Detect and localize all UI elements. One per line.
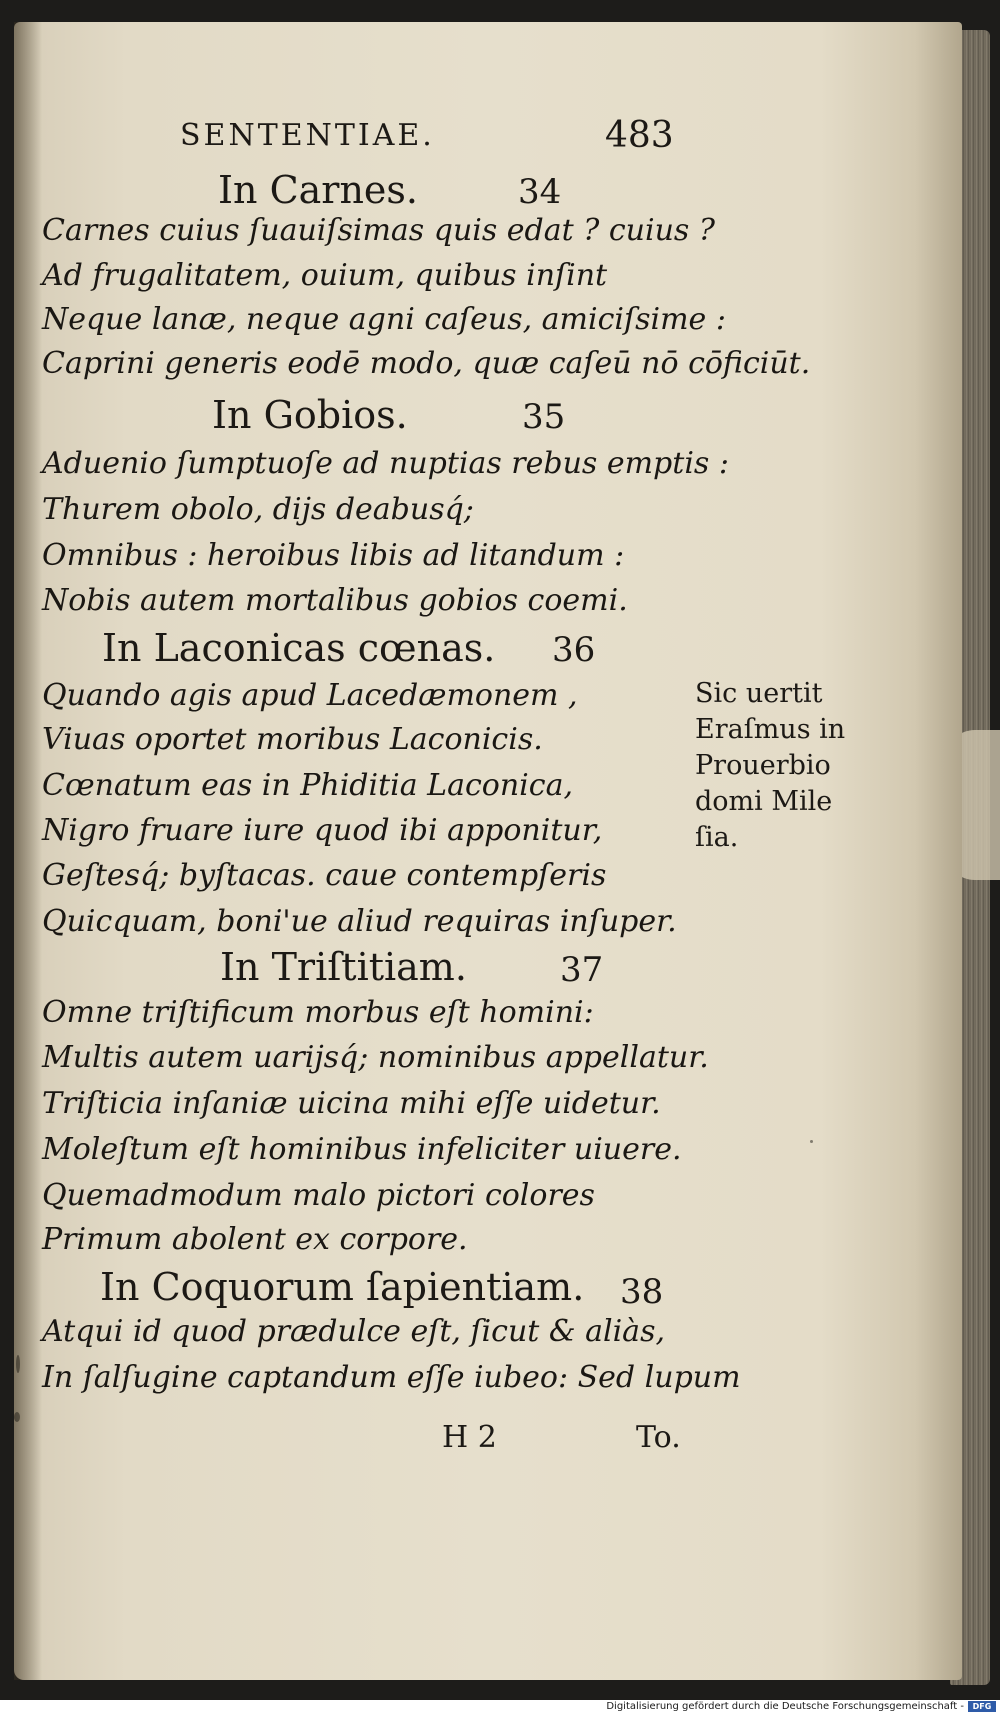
- verse-line: Caprini generis eodē modo, quæ caſeū nō cōficiūt.: [42, 346, 811, 381]
- section-heading: In Gobios.: [212, 393, 408, 437]
- verse-line: Quicquam, boni'ue aliud requiras inſuper.: [42, 904, 677, 939]
- page-number: 483: [605, 115, 674, 156]
- signature-mark: H 2: [442, 1420, 497, 1455]
- section-number: 36: [552, 630, 596, 670]
- dfg-logo: DFG: [968, 1701, 996, 1712]
- marginal-note-line: ſia.: [695, 822, 739, 853]
- verse-line: In ſalſugine captandum eſſe iubeo: Sed lupum: [42, 1360, 741, 1395]
- ink-speck: [16, 1355, 20, 1373]
- ink-speck: [810, 1140, 813, 1143]
- digitization-footer: [0, 1700, 1000, 1713]
- marginal-note-line: Prouerbio: [695, 750, 831, 781]
- marginal-note-line: Eraſmus in: [695, 714, 846, 745]
- verse-line: Thurem obolo, dijs deabusq́;: [42, 492, 474, 527]
- section-number: 38: [620, 1272, 664, 1312]
- verse-line: Cœnatum eas in Phiditia Laconica,: [42, 768, 573, 803]
- spine-shadow: [14, 22, 42, 1680]
- marginal-note-line: Sic uertit: [695, 678, 823, 709]
- verse-line: Carnes cuius ſuauiſsimas quis edat ? cuius ?: [42, 213, 715, 248]
- marginal-note-line: domi Mile: [695, 786, 833, 817]
- section-heading: In Coquorum ſapientiam.: [100, 1265, 585, 1309]
- verse-line: Primum abolent ex corpore.: [42, 1222, 468, 1257]
- section-heading: In Carnes.: [218, 168, 419, 212]
- verse-line: Atqui id quod prædulce eſt, ſicut & aliàs,: [42, 1314, 665, 1349]
- marginal-note: [695, 676, 865, 856]
- section-number: 34: [518, 172, 562, 212]
- verse-line: Ad frugalitatem, ouium, quibus inſint: [42, 258, 608, 293]
- verse-line: Geſtesq́; byſtacas. caue contempſeris: [42, 858, 607, 893]
- catchword: To.: [636, 1420, 681, 1455]
- verse-line: Multis autem uarijsq́; nominibus appellatur.: [42, 1040, 709, 1075]
- section-number: 35: [522, 397, 566, 437]
- ink-speck: [14, 1412, 20, 1422]
- verse-line: Moleſtum eſt hominibus infeliciter uiuere.: [42, 1132, 682, 1167]
- section-number: 37: [560, 950, 604, 990]
- verse-line: Nigro fruare iure quod ibi apponitur,: [42, 813, 603, 848]
- footer-credit: Digitalisierung gefördert durch die Deutsche Forschungsgemeinschaft -: [606, 1701, 964, 1712]
- verse-line: Viuas oportet moribus Laconicis.: [42, 722, 543, 757]
- verse-line: Quando agis apud Lacedæmonem ,: [42, 678, 578, 713]
- verse-line: Omnibus : heroibus libis ad litandum :: [42, 538, 625, 573]
- verse-line: Triſticia inſaniæ uicina mihi eſſe uidetur.: [42, 1086, 661, 1121]
- verse-line: Nobis autem mortalibus gobios coemi.: [42, 583, 628, 618]
- section-heading: In Triſtitiam.: [220, 945, 467, 989]
- running-title: SENTENTIAE.: [180, 118, 435, 153]
- verse-line: Quemadmodum malo pictori colores: [42, 1178, 595, 1213]
- section-heading: In Laconicas cœnas.: [102, 626, 496, 670]
- verse-line: Neque lanæ, neque agni caſeus, amiciſsime :: [42, 302, 726, 337]
- verse-line: Aduenio ſumptuoſe ad nuptias rebus emptis :: [42, 446, 729, 481]
- verse-line: Omne triſtificum morbus eſt homini:: [42, 995, 594, 1030]
